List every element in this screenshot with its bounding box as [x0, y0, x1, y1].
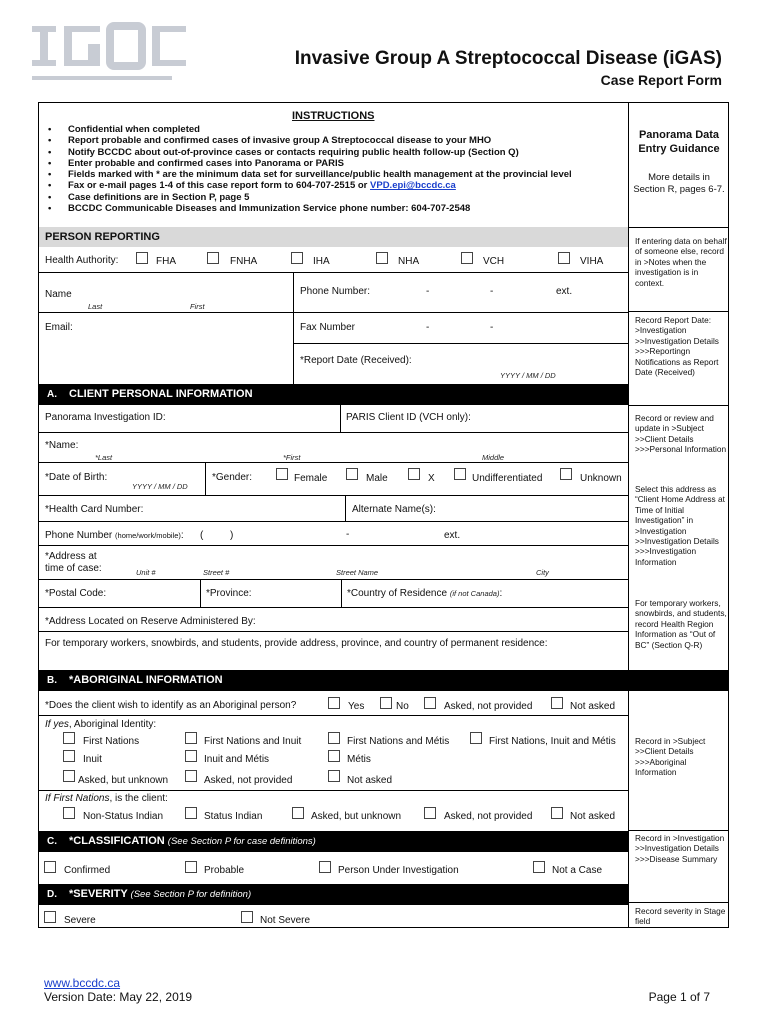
- yes-label: Yes: [348, 701, 365, 712]
- footer-website-link[interactable]: www.bccdc.ca: [44, 976, 121, 990]
- checkbox-non-status[interactable]: [63, 807, 75, 819]
- divider: [200, 579, 201, 607]
- client-first-hint: *First: [283, 453, 301, 462]
- note-address: Select this address as “Client Home Address at Time of Initial Investigation” in >Investigation >>Investigation Details >>>Investigation Information: [635, 484, 725, 567]
- inuit-metis-label: Inuit and Métis: [204, 754, 270, 765]
- divider: [39, 790, 628, 791]
- section-c-header: [39, 831, 628, 852]
- section-a-header: [39, 384, 628, 405]
- viha-label: VIHA: [580, 256, 604, 267]
- undifferentiated-label: Undifferentiated: [472, 473, 543, 484]
- instruction-item-fax: [48, 180, 628, 191]
- dob-format: YYYY / MM / DD: [132, 482, 188, 491]
- asked-not-provided-label: Asked, not provided: [444, 701, 533, 712]
- checkbox-inuit-metis[interactable]: [185, 750, 197, 762]
- severe-label: Severe: [64, 915, 96, 926]
- checkbox-severe[interactable]: [44, 911, 56, 923]
- fn-metis-label: First Nations and Métis: [347, 736, 450, 747]
- if-yes-label: [45, 719, 156, 730]
- aboriginal-question: *Does the client wish to identify as an Aboriginal person?: [45, 700, 297, 711]
- note-reporting-behalf: If entering data on behalf of someone else, record in >Notes when the investigation is in context.: [635, 236, 727, 288]
- unit-hint: Unit #: [136, 568, 156, 577]
- fn-inuit-label: First Nations and Inuit: [204, 736, 302, 747]
- health-authority-label: Health Authority:: [45, 255, 119, 266]
- divider: [39, 545, 628, 546]
- phone-dash: -: [426, 286, 430, 297]
- fn-asked-unknown-label: Asked, but unknown: [311, 811, 402, 822]
- footer-page-number: Page 1 of 7: [648, 990, 710, 1004]
- divider: [205, 462, 206, 495]
- checkbox-id-asked-unknown[interactable]: [63, 770, 75, 782]
- divider: [39, 495, 628, 496]
- checkbox-fn-asked-not-provided[interactable]: [424, 807, 436, 819]
- section-a-heading: CLIENT PERSONAL INFORMATION: [69, 388, 253, 400]
- instruction-item: • Notify BCCDC about out-of-province cases or contacts requiring public health follow-up (Section Q): [48, 147, 628, 158]
- instructions-list: [48, 124, 628, 214]
- fax-dash: -: [490, 322, 494, 333]
- divider: [629, 902, 729, 903]
- checkbox-x[interactable]: [408, 468, 420, 480]
- fax-text: Fax or e-mail pages 1-4 of this case report form to 604-707-2515 or: [68, 180, 371, 192]
- divider: [629, 830, 729, 831]
- divider: [39, 312, 628, 313]
- alternate-names-label: Alternate Name(s):: [352, 504, 436, 515]
- reporter-phone-label: Phone Number:: [300, 286, 371, 297]
- checkbox-id-asked-not-provided[interactable]: [185, 770, 197, 782]
- checkbox-id-not-asked[interactable]: [328, 770, 340, 782]
- x-label: X: [428, 473, 435, 484]
- not-severe-label: Not Severe: [260, 915, 311, 926]
- fn-asked-not-provided-label: Asked, not provided: [444, 811, 533, 822]
- gender-label: *Gender:: [212, 472, 253, 483]
- id-asked-not-provided-label: Asked, not provided: [204, 775, 293, 786]
- section-c-heading: *CLASSIFICATION: [69, 835, 168, 847]
- divider: [39, 462, 628, 463]
- not-a-case-label: Not a Case: [552, 865, 603, 876]
- reporter-last-hint: Last: [88, 302, 103, 311]
- checkbox-first-nations[interactable]: [63, 732, 75, 744]
- country-label: [347, 588, 502, 599]
- vch-label: VCH: [483, 256, 505, 267]
- client-phone-ext: ext.: [444, 530, 461, 541]
- address-label-1: *Address at: [45, 551, 97, 562]
- phone-dash: -: [490, 286, 494, 297]
- checkbox-undifferentiated[interactable]: [454, 468, 466, 480]
- reporter-first-hint: First: [190, 302, 205, 311]
- checkbox-viha[interactable]: [558, 252, 570, 264]
- client-name-label: *Name:: [45, 440, 79, 451]
- dob-label: *Date of Birth:: [45, 472, 108, 483]
- area-code-close: ): [230, 530, 234, 541]
- if-yes-rest: , Aboriginal Identity:: [68, 719, 157, 730]
- client-phone-dash: -: [346, 529, 350, 540]
- client-last-hint: *Last: [95, 453, 113, 462]
- panorama-id-label: Panorama Investigation ID:: [45, 412, 166, 423]
- if-yes-prefix: If yes: [45, 719, 69, 730]
- section-d-header: [39, 884, 628, 905]
- fnha-label: FNHA: [230, 256, 258, 267]
- no-label: No: [396, 701, 409, 712]
- checkbox-fn-not-asked[interactable]: [551, 807, 563, 819]
- checkbox-unknown[interactable]: [560, 468, 572, 480]
- checkbox-vch[interactable]: [461, 252, 473, 264]
- divider: [39, 631, 628, 632]
- id-asked-unknown-label: Asked, but unknown: [78, 775, 169, 786]
- instructions-heading: INSTRUCTIONS: [292, 110, 375, 122]
- client-phone-hint: (home/work/mobile): [115, 531, 181, 540]
- street-name-hint: Street Name: [336, 568, 379, 577]
- note-personal-info: Record or review and update in >Subject >>Client Details >>>Personal Information: [635, 413, 727, 455]
- country-text: *Country of Residence: [347, 588, 450, 599]
- if-first-nations-label: [45, 793, 168, 804]
- instruction-item: • Report probable and confirmed cases of invasive group A Streptococcal disease to your MHO: [48, 135, 628, 146]
- client-phone-colon: :: [180, 530, 184, 541]
- fn-not-asked-label: Not asked: [570, 811, 616, 822]
- divider: [293, 343, 628, 344]
- instruction-item: • Enter probable and confirmed cases into Panorama or PARIS: [48, 158, 628, 169]
- divider: [39, 521, 628, 522]
- divider: [39, 579, 628, 580]
- pui-label: Person Under Investigation: [338, 865, 459, 876]
- fax-dash: -: [426, 322, 430, 333]
- address-label-2: time of case:: [45, 563, 102, 574]
- checkbox-aboriginal-yes[interactable]: [328, 697, 340, 709]
- checkbox-pui[interactable]: [319, 861, 331, 873]
- checkbox-fn-asked-unknown[interactable]: [292, 807, 304, 819]
- reserve-label: *Address Located on Reserve Administered By:: [45, 616, 256, 627]
- section-b-heading: *ABORIGINAL INFORMATION: [69, 674, 223, 686]
- footer-version-date: Version Date: May 22, 2019: [44, 990, 193, 1004]
- section-d-heading: *SEVERITY: [69, 888, 131, 900]
- id-not-asked-label: Not asked: [347, 775, 393, 786]
- report-date-label: *Report Date (Received):: [300, 355, 412, 366]
- phone-ext-label: ext.: [556, 286, 573, 297]
- country-hint: (if not Canada): [449, 589, 500, 598]
- country-colon: :: [499, 588, 503, 599]
- street-number-hint: Street #: [203, 568, 230, 577]
- instruction-item: • BCCDC Communicable Diseases and Immunization Service phone number: 604-707-2548: [48, 203, 628, 214]
- bccdc-logo: [30, 20, 200, 90]
- section-b-header: [39, 670, 729, 691]
- metis-label: Métis: [347, 754, 371, 765]
- temp-workers-label: For temporary workers, snowbirds, and students, provide address, province, and country of permanent residence:: [45, 638, 548, 649]
- divider: [629, 311, 729, 312]
- form-title: Invasive Group A Streptococcal Disease (iGAS): [294, 48, 722, 69]
- checkbox-not-severe[interactable]: [241, 911, 253, 923]
- checkbox-aboriginal-not-asked[interactable]: [551, 697, 563, 709]
- divider: [39, 607, 628, 608]
- unknown-label: Unknown: [580, 473, 622, 484]
- male-label: Male: [366, 473, 388, 484]
- checkbox-confirmed[interactable]: [44, 861, 56, 873]
- province-label: *Province:: [206, 588, 252, 599]
- nha-label: NHA: [398, 256, 420, 267]
- checkbox-fha[interactable]: [136, 252, 148, 264]
- note-report-date: Record Report Date: >Investigation >>Investigation Details >>>Reportingn Notifications as Report Date (Received): [635, 315, 719, 378]
- checkbox-status[interactable]: [185, 807, 197, 819]
- client-phone-text: Phone Number: [45, 530, 116, 541]
- instruction-item: • Fields marked with * are the minimum data set for surveillance/public health management at the provincial level: [48, 169, 628, 180]
- fax-email-link[interactable]: VPD.epi@bccdc.ca: [370, 180, 456, 192]
- reporter-email-label: Email:: [45, 322, 73, 333]
- section-c-letter: C.: [47, 836, 57, 847]
- section-c-hint: (See Section P for case definitions): [167, 836, 316, 847]
- section-a-letter: A.: [47, 389, 57, 400]
- divider: [39, 715, 628, 716]
- reporter-fax-label: Fax Number: [300, 322, 356, 333]
- city-hint: City: [536, 568, 549, 577]
- guidance-details: More details in Section R, pages 6-7.: [633, 172, 725, 195]
- section-d-hint: (See Section P for definition): [130, 889, 252, 900]
- form-frame: [38, 102, 729, 928]
- instruction-item: • Confidential when completed: [48, 124, 628, 135]
- checkbox-aboriginal-asked[interactable]: [424, 697, 436, 709]
- inuit-label: Inuit: [83, 754, 102, 765]
- form-subtitle: Case Report Form: [600, 72, 722, 88]
- divider: [293, 272, 294, 387]
- note-severity: Record severity in Stage field: [635, 906, 726, 927]
- status-label: Status Indian: [204, 811, 263, 822]
- female-label: Female: [294, 473, 328, 484]
- note-classification: Record in >Investigation >>Investigation Details >>>Disease Summary: [635, 833, 725, 864]
- checkbox-male[interactable]: [346, 468, 358, 480]
- section-d-letter: D.: [47, 889, 57, 900]
- checkbox-inuit[interactable]: [63, 750, 75, 762]
- checkbox-metis[interactable]: [328, 750, 340, 762]
- checkbox-nha[interactable]: [376, 252, 388, 264]
- fha-label: FHA: [156, 256, 176, 267]
- checkbox-fn-inuit-metis[interactable]: [470, 732, 482, 744]
- divider: [341, 579, 342, 607]
- fn-inuit-metis-label: First Nations, Inuit and Métis: [489, 736, 616, 747]
- client-middle-hint: Middle: [482, 453, 505, 462]
- paris-id-label: PARIS Client ID (VCH only):: [346, 412, 471, 423]
- probable-label: Probable: [204, 865, 245, 876]
- divider: [629, 405, 729, 406]
- checkbox-female[interactable]: [276, 468, 288, 480]
- health-card-label: *Health Card Number:: [45, 504, 144, 515]
- if-fn-rest: , is the client:: [109, 793, 168, 804]
- checkbox-fnha[interactable]: [207, 252, 219, 264]
- confirmed-label: Confirmed: [64, 865, 111, 876]
- not-asked-label: Not asked: [570, 701, 616, 712]
- reporter-name-label: Name: [45, 289, 72, 300]
- guidance-heading: Panorama Data Entry Guidance: [638, 129, 720, 155]
- checkbox-not-a-case[interactable]: [533, 861, 545, 873]
- section-b-letter: B.: [47, 675, 57, 686]
- guidance-column-divider: [628, 102, 629, 928]
- non-status-label: Non-Status Indian: [83, 811, 164, 822]
- if-fn-prefix: If First Nations: [45, 793, 110, 804]
- client-phone-label: [45, 530, 184, 541]
- divider: [39, 432, 628, 433]
- divider: [39, 272, 628, 273]
- checkbox-fn-inuit[interactable]: [185, 732, 197, 744]
- postal-code-label: *Postal Code:: [45, 588, 107, 599]
- report-date-format: YYYY / MM / DD: [500, 371, 556, 380]
- divider: [340, 405, 341, 432]
- checkbox-probable[interactable]: [185, 861, 197, 873]
- checkbox-fn-metis[interactable]: [328, 732, 340, 744]
- checkbox-aboriginal-no[interactable]: [380, 697, 392, 709]
- first-nations-label: First Nations: [83, 736, 140, 747]
- area-code-open: (: [200, 530, 204, 541]
- note-temp-workers: For temporary workers, snowbirds, and students, record Health Region Information as “Out of BC” (Section Q-R): [635, 598, 727, 650]
- divider: [345, 495, 346, 521]
- iha-label: IHA: [313, 256, 330, 267]
- note-aboriginal: Record in >Subject >>Client Details >>>Aboriginal Information: [635, 736, 706, 778]
- checkbox-iha[interactable]: [291, 252, 303, 264]
- person-reporting-heading: PERSON REPORTING: [45, 231, 160, 243]
- instruction-item: • Case definitions are in Section P, page 5: [48, 192, 628, 203]
